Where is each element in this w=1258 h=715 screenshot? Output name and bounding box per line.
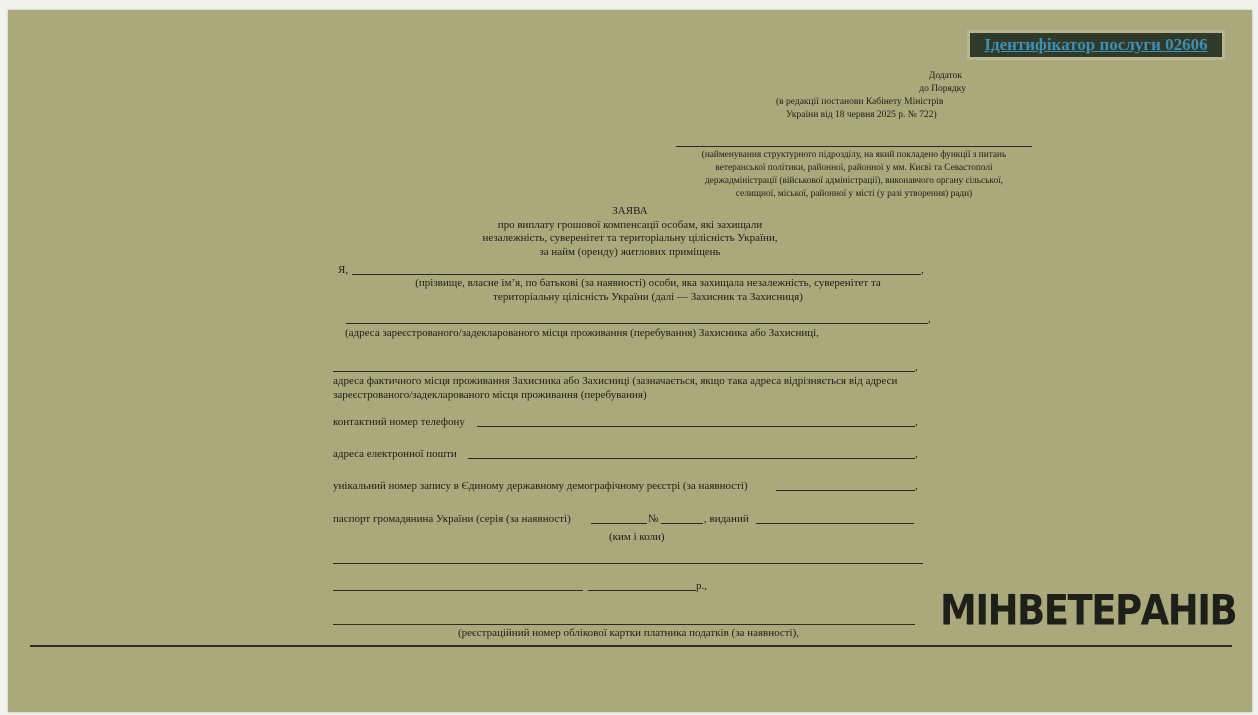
edr-input-line[interactable]: [776, 490, 915, 491]
document-page: [8, 10, 1252, 712]
phone-input-line[interactable]: [477, 426, 915, 427]
number-sign: №: [648, 513, 659, 525]
title-heading: ЗАЯВА: [612, 205, 648, 217]
passport-issued-line[interactable]: [756, 523, 914, 524]
title-subtitle-line: незалежність, суверенітет та територіальну цілісність України,: [482, 232, 778, 244]
ministry-logo: [932, 585, 1237, 635]
organization-note-line: (найменування структурного підрозділу, на який покладено функції з питань: [701, 150, 1007, 160]
appendix-line: до Порядку: [919, 84, 966, 94]
actual-address-note-line: адреса фактичного місця проживання Захисника або Захисниці (зазначається, якщо така адреса відрізняється від адреси: [333, 375, 898, 387]
organization-line[interactable]: [676, 146, 1032, 147]
appendix-line: Додаток: [928, 71, 962, 81]
tax-note: (реєстраційний номер облікової картки платника податків (за наявності),: [458, 627, 800, 639]
title-subtitle-line: про виплату грошової компенсації особам, які захищали: [497, 218, 763, 231]
actual-address-note: [333, 374, 897, 402]
service-identifier-link[interactable]: Ідентифікатор послуги 02606: [967, 30, 1225, 60]
year-suffix: р.,: [696, 580, 707, 592]
comma: ,: [915, 416, 918, 428]
passport-label: паспорт громадянина України (серія (за наявності): [333, 513, 571, 525]
document-title: [430, 205, 830, 259]
organization-note-line: ветеранської політики, районної, районної у мм. Києві та Севастополі: [715, 163, 993, 173]
tax-number-line[interactable]: [333, 624, 915, 625]
name-label: Я,: [338, 264, 349, 276]
logo-text: МІНВЕТЕРАНІВ: [940, 585, 1237, 635]
appendix-line: України від 18 червня 2025 р. № 722): [786, 110, 937, 120]
edr-label: унікальний номер запису в Єдиному державному демографічному реєстрі (за наявності): [333, 480, 748, 492]
date-line-1[interactable]: [333, 590, 583, 591]
name-note-line: (прізвище, власне ім’я, по батькові (за наявності) особи, яка захищала незалежність, суверенітет та: [415, 277, 881, 289]
organization-note-line: держадміністрації (військової адміністрації), виконавчого органу сільської,: [705, 176, 1003, 186]
name-note: [388, 276, 908, 304]
appendix-line: (в редакції постанови Кабінету Міністрів: [776, 97, 944, 107]
name-note-line: територіальну цілісність України (далі — Захисник та Захисниця): [493, 291, 803, 303]
email-input-line[interactable]: [468, 458, 915, 459]
comma: ,: [928, 313, 931, 325]
passport-series-line[interactable]: [591, 523, 647, 524]
actual-address-line[interactable]: [333, 371, 915, 372]
comma: ,: [915, 480, 918, 492]
name-input-line[interactable]: [352, 274, 921, 275]
passport-number-line[interactable]: [661, 523, 703, 524]
registered-address-note: (адреса зареєстрованого/задекларованого місця проживання (перебування) Захисника або Захисниці,: [345, 327, 819, 339]
appendix-block: [770, 70, 970, 96]
date-line-2[interactable]: [588, 590, 696, 591]
comma: ,: [915, 361, 918, 373]
title-subtitle-line: за найм (оренду) житлових приміщень: [539, 245, 721, 258]
registered-address-line[interactable]: [346, 323, 928, 324]
phone-label: контактний номер телефону: [333, 416, 465, 428]
issued-continuation-line[interactable]: [333, 563, 923, 564]
organization-note: [680, 149, 1028, 201]
issued-note: (ким і коли): [609, 531, 665, 543]
actual-address-note-line: зареєстрованого/задекларованого місця проживання (перебування): [333, 389, 647, 401]
comma: ,: [915, 448, 918, 460]
organization-note-line: селищної, міської, районної у місті (у разі утворення) ради): [735, 189, 973, 199]
divider: [30, 645, 1232, 647]
email-label: адреса електронної пошти: [333, 448, 457, 460]
comma: ,: [921, 264, 924, 276]
issued-label: , виданий: [704, 513, 749, 525]
